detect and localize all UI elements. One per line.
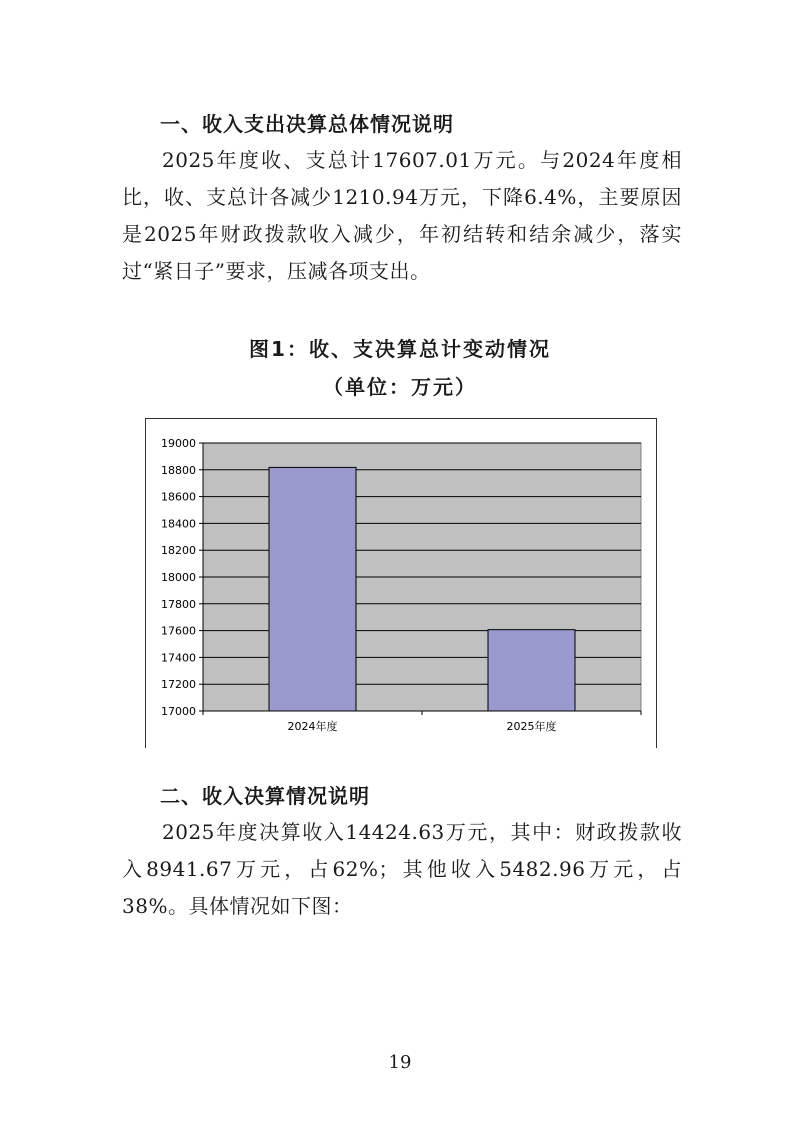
y-tick-label: 18200 <box>161 544 196 558</box>
y-tick-label: 17200 <box>161 678 196 692</box>
section1-heading: 一、收入支出决算总体情况说明 <box>160 112 454 136</box>
figure1-bar-chart <box>145 418 657 748</box>
y-tick-label: 18600 <box>161 490 196 504</box>
y-tick-label: 17400 <box>161 651 196 665</box>
figure1-unit: （单位：万元） <box>323 375 477 399</box>
x-tick-label: 2025年度 <box>506 720 557 733</box>
section1-paragraph: 2025年度收、支总计17607.01万元。与2024年度相比，收、支总计各减少1210.94万元，下降6.4%，主要原因是2025年财政拨款收入减少，年初结转和结余减少，落实过“紧日子”要求，压减各项支出。 <box>122 148 682 283</box>
y-tick-label: 17800 <box>161 597 196 611</box>
bar-2025年度 <box>488 630 575 711</box>
y-tick-label: 18400 <box>161 517 196 531</box>
bar-2024年度 <box>269 467 356 711</box>
page-number: 19 <box>388 1052 412 1073</box>
y-tick-label: 18000 <box>161 571 196 584</box>
figure1-title: 图1：收、支决算总计变动情况 <box>249 337 551 361</box>
y-tick-label: 18800 <box>161 463 196 477</box>
section2-paragraph: 2025年度决算收入14424.63万元，其中：财政拨款收入8941.67万元，占62%；其他收入5482.96万元，占38%。具体情况如下图： <box>122 820 682 918</box>
y-tick-label: 17000 <box>161 705 196 718</box>
section2-heading: 二、收入决算情况说明 <box>160 784 370 808</box>
y-tick-label: 19000 <box>161 437 196 450</box>
x-tick-label: 2024年度 <box>287 720 338 733</box>
y-tick-label: 17600 <box>161 624 196 638</box>
